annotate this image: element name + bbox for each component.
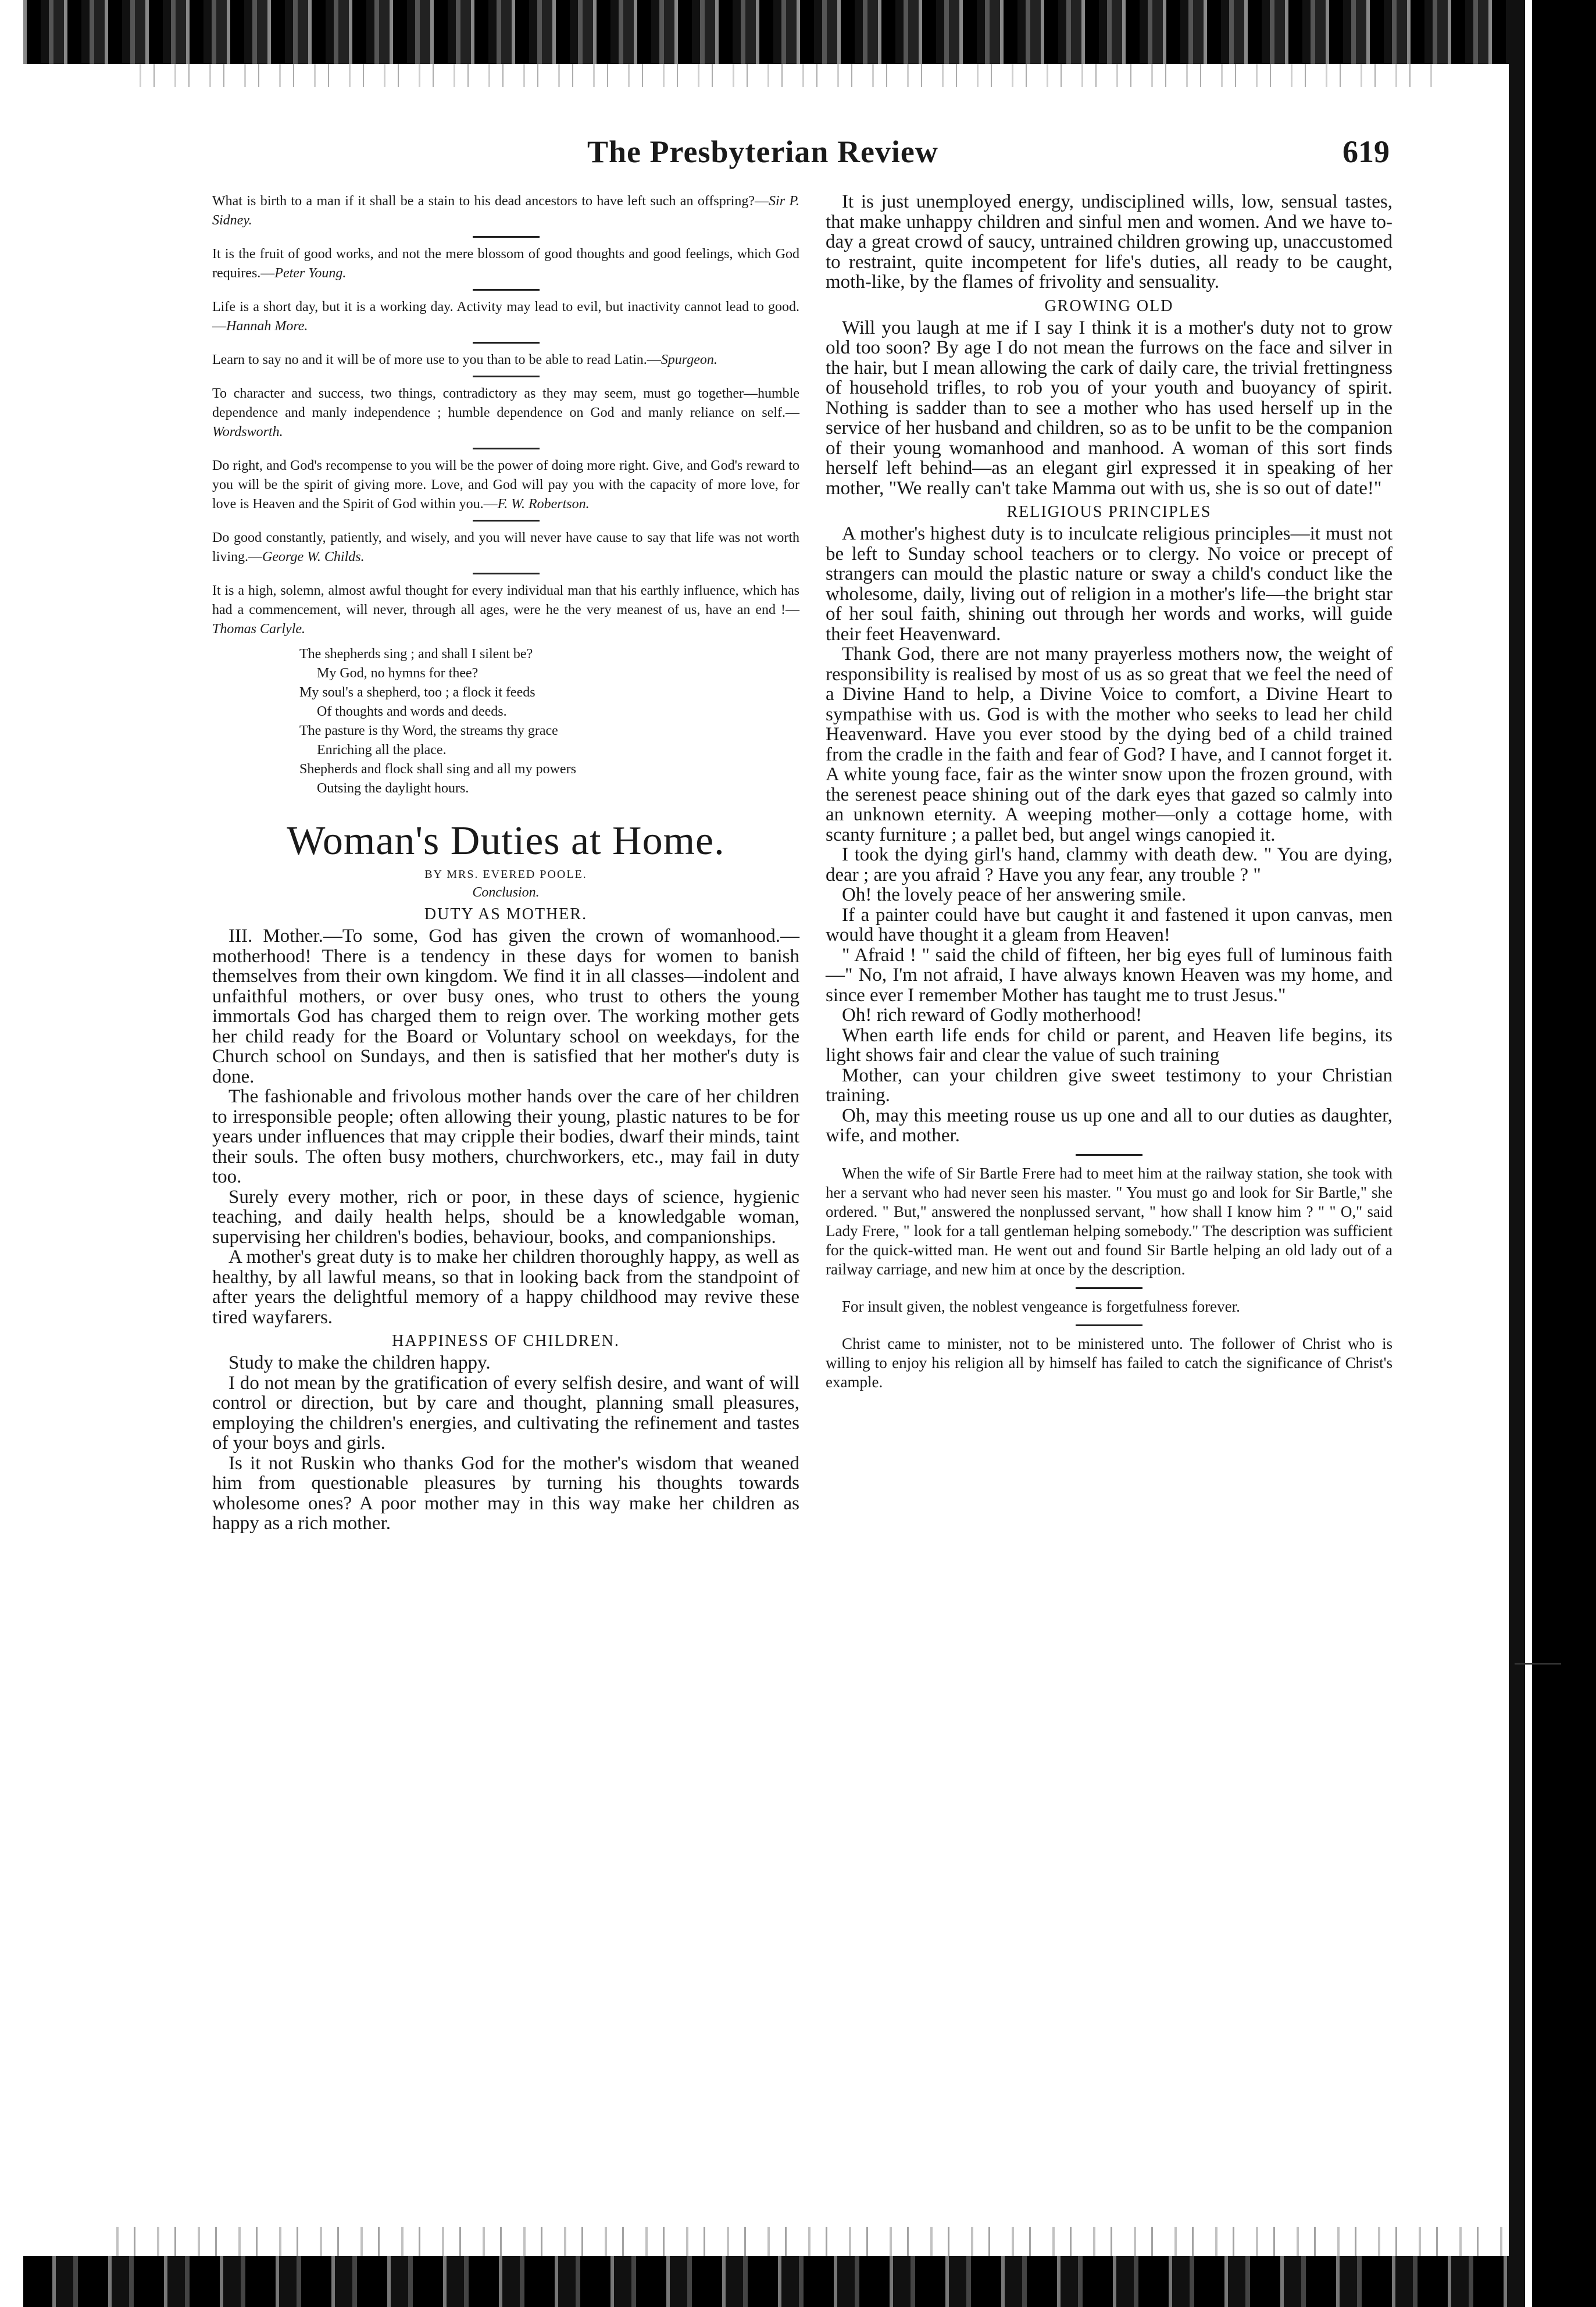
separator [1076, 1154, 1142, 1156]
poem [299, 645, 799, 798]
page-number: 619 [1343, 134, 1390, 169]
scan-noise-top [140, 64, 1436, 87]
quote: It is the fruit of good works, and not the mere blossom of good thoughts and good feelings, which God requires.—Peter Young. [212, 247, 799, 281]
paragraph: Mother, can your children give sweet testimony to your Christian training. [826, 1065, 1393, 1106]
paragraph: The fashionable and frivolous mother hands over the care of her children to irresponsible people; often allowing their young, plastic natures to be for years under influences that may cripple their bodies, dwarf their minds, taint their souls. The often busy mothers, churchworkers, etc., may fail in duty too. [212, 1086, 799, 1187]
separator [473, 520, 540, 522]
separator [473, 289, 540, 291]
paragraph: Will you laugh at me if I say I think it is a mother's duty not to grow old too soon? By age I do not mean the furrows on the face and silver in the hair, but I mean allowing the cark of daily care, the trivial frettingness of household trifles, to rob you of your youth and buoyancy of spirit. Nothing is sadder than to see a mother who has used herself up in the service of her husband and children, so as to be unfit to be the companion of their young womanhood and manhood. A woman of this sort finds herself left behind—as an elegant girl expressed it in speaking of her mother, "We really can't take Mamma out with us, she is so out of date!" [826, 317, 1393, 499]
separator [473, 236, 540, 238]
anecdote: Christ came to minister, not to be ministered unto. The follower of Christ who is willing to enjoy his religion all by himself has failed to catch the significance of Christ's example. [826, 1334, 1393, 1391]
scan-border-right [1509, 0, 1596, 2307]
poem-line: My God, no hymns for thee? [317, 666, 479, 681]
paragraph: If a painter could have but caught it and fastened it upon canvas, men would have thought it a gleam from Heaven! [826, 904, 1393, 945]
right-column [826, 192, 1393, 1392]
paragraph: III. Mother.—To some, God has given the crown of womanhood.— motherhood! There is a tendency in these days for women to banish themselves from their own kingdom. We find it in all classes—indolent and unfaithful mothers, or over busy ones, who trust to others the young immortals God has charged them to reign over. The working mother gets her child ready for the Board or Voluntary school on weekdays, for the Church school on Sundays, and then is satisfied that her mother's duty is done. [212, 926, 799, 1087]
section-heading: DUTY AS MOTHER. [424, 905, 588, 923]
scan-border-top [0, 0, 1596, 64]
article-title: Woman's Duties at Home. [287, 819, 725, 863]
paragraph: Is it not Ruskin who thanks God for the mother's wisdom that weaned him from questionable pleasures by turning his thoughts towards wholesome ones? A poor mother may in this way make her children as happy as a rich mother. [212, 1452, 799, 1534]
paragraph: Study to make the children happy. [228, 1352, 491, 1373]
separator [473, 448, 540, 449]
section-heading: HAPPINESS OF CHILDREN. [392, 1332, 620, 1350]
quote: To character and success, two things, contradictory as they may seem, must go together—humble dependence and manly independence ; humble dependence on God and manly reliance on self.—Wordsworth. [212, 386, 799, 440]
section-heading: GROWING OLD [1044, 297, 1174, 315]
quote: Learn to say no and it will be of more use to you than to be able to read Latin.—Spurgeon. [212, 352, 717, 367]
poem-line: Enriching all the place. [317, 742, 447, 758]
separator [473, 342, 540, 344]
paragraph: Oh! the lovely peace of her answering smile. [842, 884, 1186, 905]
section-heading: RELIGIOUS PRINCIPLES [1006, 503, 1212, 521]
poem-line: My soul's a shepherd, too ; a flock it feeds [299, 685, 535, 700]
paragraph: Oh! rich reward of Godly motherhood! [842, 1005, 1142, 1026]
page-left-margin [0, 0, 23, 2307]
scan-border-bottom [0, 2256, 1596, 2307]
poem-line: Outsing the daylight hours. [317, 781, 469, 796]
quote: It is a high, solemn, almost awful thought for every individual man that his earthly influence, which has had a commencement, will never, through all ages, were he the very meanest of us, have an end !—Thomas Carlyle. [212, 583, 799, 637]
paragraph: It is just unemployed energy, undisciplined wills, low, sensual tastes, that make unhappy children and sinful men and women. And we have to-day a great crowd of saucy, untrained children growing up, unaccustomed to restraint, quite incompetent for life's duties, all ready to be caught, moth-like, by the flames of frivolity and sensuality. [826, 191, 1393, 292]
paragraph: Thank God, there are not many prayerless mothers now, the weight of responsibility is realised by most of us as so great that we feel the need of a Divine Hand to help, a Divine Voice to comfort, a Divine Heart to sympathise with us. God is with the mother who seeks to lead her child Heavenward. Have you ever stood by the dying bed of a child trained from the cradle in the faith and fear of God? I have, and I cannot forget it. A white young face, fair as the winter snow upon the frozen ground, with the serenest peace shining out of the dark eyes that gazed so calmly into an unknown eternity. A weeping mother—only a cottage home, with scanty furniture ; a pallet bed, but angel wings canopied it. [826, 644, 1393, 845]
conclusion-note: Conclusion. [472, 885, 540, 900]
quote: Do good constantly, patiently, and wisely, and you will never have cause to say that life was not worth living.—George W. Childs. [212, 530, 799, 565]
separator [473, 573, 540, 574]
byline: BY MRS. EVERED POOLE. [424, 868, 587, 881]
page-header [587, 134, 1390, 186]
paragraph: A mother's highest duty is to inculcate religious principles—it must not be left to Sunday school teachers or to clergy. No voice or precept of strangers can mould the plastic nature or sway a child's conduct like the wholesome, daily, living out of religion in a mother's life—the bright star of her soul faith, shining out through her words and works, will guide their feet Heavenward. [826, 523, 1393, 645]
poem-line: Of thoughts and words and deeds. [317, 704, 507, 719]
paragraph: A mother's great duty is to make her children thoroughly happy, as well as healthy, by all lawful means, so that in looking back from the standpoint of after years the delightful memory of a happy childhood may revive these tired wayfarers. [212, 1247, 799, 1328]
paragraph: I do not mean by the gratification of every selfish desire, and want of will control or direction, but by care and thought, planning small pleasures, employing the children's energies, and cultivating the refinement and tastes of your boys and girls. [212, 1372, 799, 1454]
separator [1076, 1324, 1142, 1326]
journal-title: The Presbyterian Review [587, 134, 938, 169]
paragraph: When earth life ends for child or parent, and Heaven life begins, its light shows fair and clear the value of such training [826, 1024, 1393, 1066]
margin-dash [1515, 1663, 1561, 1665]
paragraph: Oh, may this meeting rouse us up one and all to our duties as daughter, wife, and mother. [826, 1105, 1393, 1146]
quote: What is birth to a man if it shall be a stain to his dead ancestors to have left such an offspring?—Sir P. Sidney. [212, 194, 800, 228]
anecdote: For insult given, the noblest vengeance is forgetfulness forever. [842, 1297, 1240, 1315]
poem-line: The shepherds sing ; and shall I silent be? [299, 647, 533, 662]
quote: Life is a short day, but it is a working day. Activity may lead to evil, but inactivity cannot lead to good.—Hannah More. [212, 299, 799, 334]
paragraph: Surely every mother, rich or poor, in these days of science, hygienic teaching, and daily health helps, should be a knowledgable woman, supervising her children's bodies, behaviour, books, and companionships. [212, 1186, 799, 1248]
quote: Do right, and God's recompense to you will be the power of doing more right. Give, and God's reward to you will be the spirit of giving more. Love, and God will pay you with the capacity of more love, for love is Heaven and the Spirit of God within you.—F. W. Robertson. [212, 458, 799, 512]
poem-line: The pasture is thy Word, the streams thy grace [299, 723, 558, 738]
paragraph: I took the dying girl's hand, clammy with death dew. " You are dying, dear ; are you afraid ? Have you any fear, any trouble ? " [826, 844, 1393, 885]
separator [473, 376, 540, 377]
poem-line: Shepherds and flock shall sing and all my powers [299, 762, 576, 777]
paragraph: " Afraid ! " said the child of fifteen, her big eyes full of luminous faith—" No, I'm not afraid, I have always known Heaven was my home, and since ever I remember Mother has taught me to trust Jesus." [826, 944, 1393, 1006]
left-column [212, 192, 799, 1534]
separator [1076, 1287, 1142, 1289]
anecdote: When the wife of Sir Bartle Frere had to meet him at the railway station, she took with her a servant who had never seen his master. " You must go and look for Sir Bartle," she ordered. " But," answered the nonplussed servant, " how shall I know him ? " " O," said Lady Frere, " look for a tall gentleman helping somebody." The description was sufficient for the quick-witted man. He went out and found Sir Bartle helping an old lady out of a railway carriage, and new him at once by the description. [826, 1164, 1393, 1278]
scan-noise-bottom [116, 2227, 1512, 2256]
